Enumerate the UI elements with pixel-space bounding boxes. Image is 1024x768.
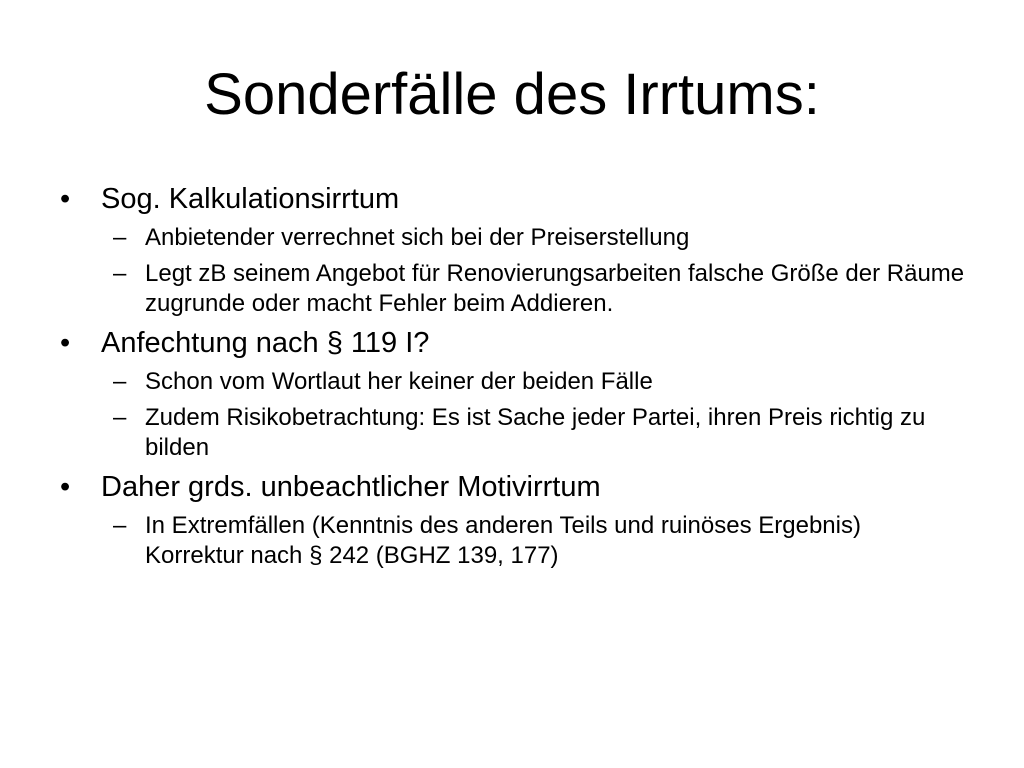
sub-bullet-marker: – [113, 224, 127, 251]
bullet-item [58, 326, 978, 361]
bullet-text: Anfechtung nach § 119 I? [101, 327, 430, 359]
sub-bullet-text: Zudem Risikobetrachtung: Es ist Sache jeder Partei, ihren Preis richtig zu bilden [145, 404, 926, 461]
sub-bullet-marker: – [113, 368, 127, 395]
bullet-list [58, 182, 978, 571]
sub-bullet-text: Anbietender verrechnet sich bei der Preiserstellung [145, 224, 690, 251]
sub-bullet-text: In Extremfällen (Kenntnis des anderen Teils und ruinöses Ergebnis) Korrektur nach § 242 (BGHZ 139, 177) [145, 512, 861, 569]
sub-bullet-item [111, 403, 978, 463]
sub-bullet-marker: – [113, 260, 127, 287]
sub-bullet-text: Schon vom Wortlaut her keiner der beiden Fälle [145, 368, 653, 395]
bullet-text: Daher grds. unbeachtlicher Motivirrtum [101, 471, 601, 503]
slide-title: Sonderfälle des Irrtums: [204, 62, 820, 127]
bullet-marker: • [60, 471, 71, 503]
sub-bullet-item [111, 367, 978, 397]
sub-bullet-item [111, 259, 978, 319]
sub-bullet-marker: – [113, 404, 127, 431]
sub-bullet-item [111, 223, 978, 253]
sub-bullet-item [111, 511, 978, 571]
bullet-item [58, 470, 978, 505]
bullet-text: Sog. Kalkulationsirrtum [101, 183, 400, 215]
bullet-marker: • [60, 327, 71, 359]
bullet-marker: • [60, 183, 71, 215]
sub-bullet-text: Legt zB seinem Angebot für Renovierungsarbeiten falsche Größe der Räume zugrunde oder macht Fehler beim Addieren. [145, 260, 965, 317]
bullet-item [58, 182, 978, 217]
sub-bullet-marker: – [113, 512, 127, 539]
